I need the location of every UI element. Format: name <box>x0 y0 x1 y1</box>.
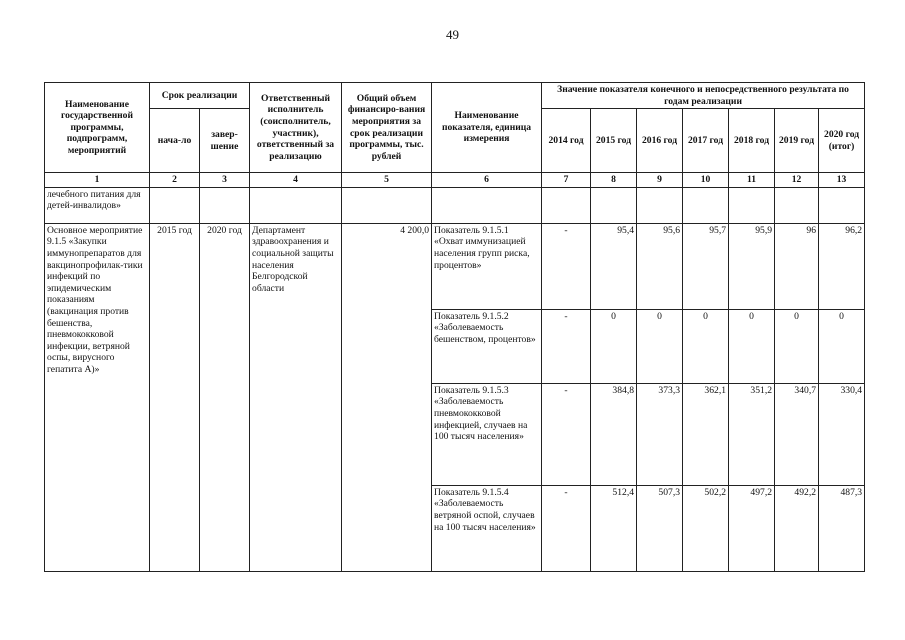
indicator-value: 351,2 <box>729 383 775 485</box>
indicator-value: 96 <box>775 223 819 309</box>
column-number: 5 <box>342 173 432 188</box>
indicator-value: 0 <box>775 309 819 383</box>
header-year: 2018 год <box>729 109 775 173</box>
indicator-value: 487,3 <box>819 485 865 571</box>
continuation-row <box>45 187 865 223</box>
indicator-value: 512,4 <box>591 485 637 571</box>
indicator-value: - <box>542 485 591 571</box>
header-executor: Ответственный исполнитель (соисполнитель, участник), ответственный за реализацию <box>250 83 342 173</box>
header-year: 2016 год <box>637 109 683 173</box>
column-number: 7 <box>542 173 591 188</box>
indicator-value: 0 <box>591 309 637 383</box>
indicator-value: 384,8 <box>591 383 637 485</box>
indicator-name: Показатель 9.1.5.4 «Заболеваемость ветряной оспой, случаев на 100 тысяч населения» <box>432 485 542 571</box>
indicator-value: 502,2 <box>683 485 729 571</box>
indicator-value: 497,2 <box>729 485 775 571</box>
activity-executor: Департамент здравоохранения и социальной защиты населения Белгородской области <box>250 223 342 571</box>
activity-end: 2020 год <box>200 223 250 571</box>
activity-budget: 4 200,0 <box>342 223 432 571</box>
indicator-value: 96,2 <box>819 223 865 309</box>
header-term: Срок реализации <box>150 83 250 109</box>
header-program-name: Наименование государственной программы, подпрограмм, мероприятий <box>45 83 150 173</box>
column-numbers-row <box>45 173 865 188</box>
indicator-value: 362,1 <box>683 383 729 485</box>
column-number: 11 <box>729 173 775 188</box>
indicator-value: 95,4 <box>591 223 637 309</box>
column-number: 1 <box>45 173 150 188</box>
activity-start: 2015 год <box>150 223 200 571</box>
column-number: 6 <box>432 173 542 188</box>
indicator-value: 0 <box>637 309 683 383</box>
indicator-value: 0 <box>729 309 775 383</box>
column-number: 12 <box>775 173 819 188</box>
header-year: 2015 год <box>591 109 637 173</box>
indicator-value: 0 <box>819 309 865 383</box>
column-number: 9 <box>637 173 683 188</box>
indicator-value: 95,6 <box>637 223 683 309</box>
indicator-value: 0 <box>683 309 729 383</box>
header-year: 2017 год <box>683 109 729 173</box>
header-row-1 <box>45 83 865 109</box>
indicator-value: 492,2 <box>775 485 819 571</box>
indicator-value: 330,4 <box>819 383 865 485</box>
column-number: 13 <box>819 173 865 188</box>
indicator-value: 340,7 <box>775 383 819 485</box>
column-number: 4 <box>250 173 342 188</box>
continuation-text: лечебного питания для детей-инвалидов» <box>45 187 150 223</box>
indicator-value: - <box>542 309 591 383</box>
column-number: 2 <box>150 173 200 188</box>
indicator-value: - <box>542 383 591 485</box>
header-year: 2014 год <box>542 109 591 173</box>
indicator-name: Показатель 9.1.5.2 «Заболеваемость бешенством, процентов» <box>432 309 542 383</box>
header-values: Значение показателя конечного и непосредственного результата по годам реализации <box>542 83 865 109</box>
indicator-value: 95,9 <box>729 223 775 309</box>
indicator-value: 95,7 <box>683 223 729 309</box>
header-year: 2019 год <box>775 109 819 173</box>
page-number: 49 <box>446 27 459 42</box>
indicator-name: Показатель 9.1.5.3 «Заболеваемость пневмококковой инфекцией, случаев на 100 тысяч населения» <box>432 383 542 485</box>
indicator-row <box>45 223 865 309</box>
column-number: 8 <box>591 173 637 188</box>
indicator-value: - <box>542 223 591 309</box>
header-start: нача-ло <box>150 109 200 173</box>
indicator-name: Показатель 9.1.5.1 «Охват иммунизацией населения групп риска, процентов» <box>432 223 542 309</box>
column-number: 3 <box>200 173 250 188</box>
header-budget: Общий объем финансиро-вания мероприятия за срок реализации программы, тыс. рублей <box>342 83 432 173</box>
activity-name: Основное мероприятие 9.1.5 «Закупки иммунопрепаратов для вакцинопрофилак-тики инфекций по эпидемическим показаниям (вакцинация против бешенства, пневмококковой инфекции, ветряной оспы, вирусного гепатита А)» <box>45 223 150 571</box>
header-end: завер-шение <box>200 109 250 173</box>
indicator-value: 507,3 <box>637 485 683 571</box>
header-indicator: Наименование показателя, единица измерения <box>432 83 542 173</box>
header-year: 2020 год (итог) <box>819 109 865 173</box>
column-number: 10 <box>683 173 729 188</box>
indicator-value: 373,3 <box>637 383 683 485</box>
program-table <box>44 82 865 572</box>
